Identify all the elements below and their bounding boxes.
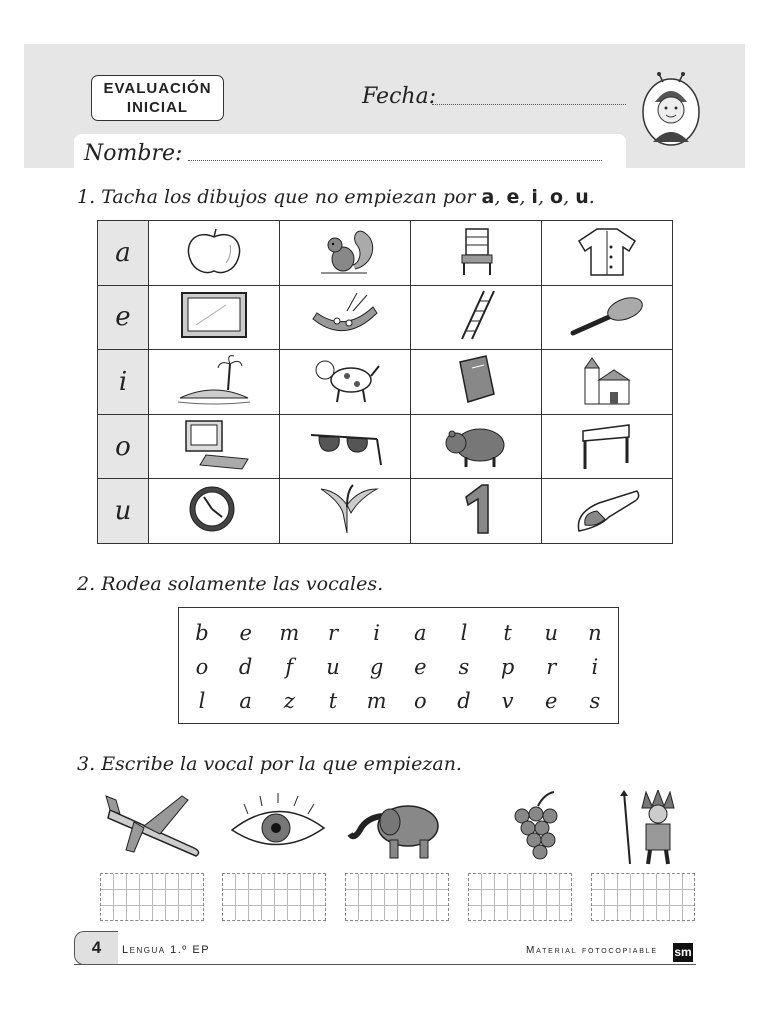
letter[interactable]: m [366, 689, 387, 713]
letter[interactable]: o [413, 689, 427, 713]
letter[interactable]: i [591, 655, 599, 679]
island-icon [176, 354, 252, 406]
picture-cell[interactable] [542, 285, 673, 350]
exercise3-text: Escribe la vocal por la que empiezan. [101, 753, 462, 775]
answer-box[interactable] [468, 873, 572, 921]
letter[interactable]: l [460, 621, 468, 645]
evaluation-badge [91, 75, 224, 121]
letter[interactable]: r [546, 655, 557, 679]
nombre-label: Nombre: [84, 141, 183, 166]
picture-cell[interactable] [411, 414, 542, 479]
picture-cell[interactable] [149, 350, 280, 415]
banana-icon [307, 483, 383, 535]
letter[interactable]: t [328, 689, 338, 713]
squirrel-icon [307, 225, 383, 277]
picture-cell[interactable] [542, 479, 673, 544]
grapes-icon [488, 790, 588, 866]
letter[interactable]: g [369, 655, 384, 679]
picture-cell[interactable] [149, 285, 280, 350]
fecha-label: Fecha: [362, 84, 437, 109]
letter[interactable]: s [589, 689, 601, 713]
vowel-picture-grid [97, 220, 673, 544]
native-chief-icon [608, 790, 708, 866]
letters-box [178, 607, 619, 724]
letter[interactable]: v [501, 689, 514, 713]
picture-cell[interactable] [542, 221, 673, 286]
letter[interactable]: m [279, 621, 300, 645]
letter[interactable]: u [544, 621, 559, 645]
picture-cell[interactable] [411, 350, 542, 415]
church-icon [569, 354, 645, 406]
picture-cell[interactable] [411, 221, 542, 286]
inline-vowel-o: o [550, 186, 564, 208]
grid-row-o [98, 414, 673, 479]
letter[interactable]: u [326, 655, 340, 679]
apple-icon [176, 225, 252, 277]
table-icon [569, 419, 645, 471]
computer-icon [176, 419, 252, 471]
inline-vowel-a: a [481, 186, 495, 208]
row-vowel: i [98, 350, 149, 415]
exercise2-title [77, 573, 383, 595]
picture-cell[interactable] [280, 285, 411, 350]
dog-icon [307, 354, 383, 406]
exercise1-number: 1. [77, 186, 96, 208]
letter[interactable]: n [588, 621, 602, 645]
sunglasses-icon [307, 419, 383, 471]
letter[interactable]: l [198, 689, 206, 713]
elephant-icon [346, 790, 446, 866]
letter[interactable]: a [239, 689, 252, 713]
hairbrush-icon [569, 289, 645, 341]
picture-cell[interactable] [149, 414, 280, 479]
row-vowel: o [98, 414, 149, 479]
letter[interactable]: e [414, 655, 427, 679]
letter[interactable]: s [458, 655, 470, 679]
evaluation-line2: INICIAL [126, 99, 189, 116]
letter-row-2 [187, 650, 610, 684]
letter[interactable]: p [500, 655, 515, 679]
answer-box[interactable] [222, 873, 326, 921]
exercise2-text: Rodea solamente las vocales. [101, 573, 384, 595]
chair-icon [438, 225, 514, 277]
fingernail-icon [569, 483, 645, 535]
letter[interactable]: d [457, 689, 471, 713]
exercise3-title [77, 753, 462, 775]
exercise3-number: 3. [77, 753, 96, 775]
picture-cell[interactable] [149, 221, 280, 286]
number-one-icon [438, 483, 514, 535]
child-avatar-icon [641, 72, 701, 146]
eye-icon [228, 790, 328, 866]
answer-box[interactable] [591, 873, 695, 921]
evaluation-line1: EVALUACIÓN [103, 80, 212, 97]
picture-cell[interactable] [542, 350, 673, 415]
book-icon [438, 354, 514, 406]
screen-icon [176, 289, 252, 341]
letter[interactable]: b [195, 621, 209, 645]
airplane-icon [104, 790, 204, 866]
picture-cell[interactable] [280, 350, 411, 415]
grid-row-i [98, 350, 673, 415]
letter-row-1 [187, 616, 610, 650]
publisher-logo: sm [673, 943, 693, 962]
letter[interactable]: f [285, 655, 294, 679]
footer-divider [74, 964, 696, 965]
grid-row-e [98, 285, 673, 350]
page-number: 4 [74, 931, 118, 965]
picture-cell[interactable] [280, 479, 411, 544]
bear-icon [438, 419, 514, 471]
inline-vowel-u: u [575, 186, 589, 208]
picture-cell[interactable] [149, 479, 280, 544]
exercise1-text: Tacha los dibujos que no empiezan por [101, 186, 476, 208]
letter[interactable]: r [327, 621, 338, 645]
letter-row-3 [187, 684, 610, 718]
exercise2-number: 2. [77, 573, 96, 595]
picture-cell[interactable] [411, 479, 542, 544]
letter[interactable]: o [195, 655, 209, 679]
picture-cell[interactable] [280, 414, 411, 479]
letter[interactable]: z [283, 689, 295, 713]
letter[interactable]: e [545, 689, 558, 713]
ladder-icon [438, 289, 514, 341]
letter[interactable]: e [239, 621, 252, 645]
letter[interactable]: i [373, 621, 380, 645]
letter[interactable]: d [238, 655, 253, 679]
row-vowel: a [98, 221, 149, 286]
picture-cell[interactable] [280, 221, 411, 286]
answer-box[interactable] [100, 873, 204, 921]
picture-cell[interactable] [542, 414, 673, 479]
inline-vowel-i: i [531, 186, 538, 208]
grid-row-a [98, 221, 673, 286]
fecha-field[interactable] [432, 104, 626, 105]
coat-icon [569, 225, 645, 277]
letter[interactable]: t [503, 621, 512, 645]
letter[interactable]: a [414, 621, 427, 645]
row-vowel: u [98, 479, 149, 544]
grid-row-u [98, 479, 673, 544]
exercise1-title: 1. Tacha los dibujos que no empiezan por a, e, i, o, u. [77, 186, 595, 208]
clock-icon [176, 483, 252, 535]
nombre-field[interactable] [188, 160, 602, 161]
basket-icon [307, 289, 383, 341]
answer-box[interactable] [345, 873, 449, 921]
row-vowel: e [98, 285, 149, 350]
picture-cell[interactable] [411, 285, 542, 350]
footer-material: Material fotocopiable [526, 945, 658, 956]
footer-subject: Lengua 1.º EP [122, 944, 211, 956]
inline-vowel-e: e [506, 186, 520, 208]
